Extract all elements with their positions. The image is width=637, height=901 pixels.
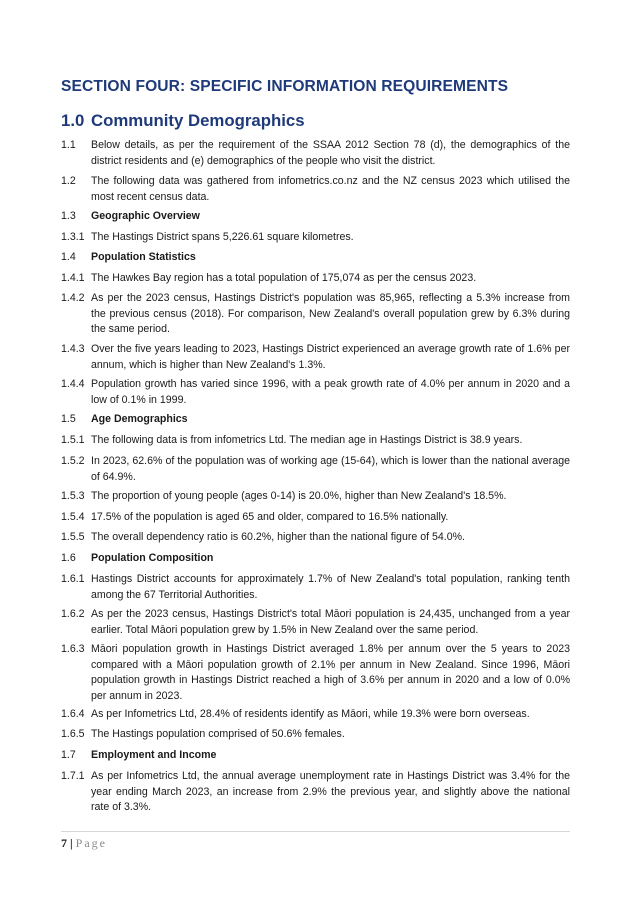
paragraph-number: 1.6.4	[61, 708, 85, 720]
paragraph-number: 1.4.3	[61, 343, 85, 355]
footer-divider	[61, 831, 570, 832]
paragraph	[61, 271, 570, 287]
paragraph	[61, 642, 570, 704]
paragraph-text: Below details, as per the requirement of the SSAA 2012 Section 78 (d), the demographics of the district residents and (e) demographics of the people who visit the district.	[91, 139, 570, 167]
subheading	[61, 250, 570, 266]
subheading-text: Population Statistics	[91, 251, 196, 263]
paragraph	[61, 138, 570, 169]
paragraph-number: 1.5.5	[61, 531, 85, 543]
paragraph	[61, 377, 570, 408]
paragraph-number: 1.4	[61, 251, 76, 263]
paragraph-text: In 2023, 62.6% of the population was of working age (15-64), which is lower than the national average of 64.9%.	[91, 455, 570, 483]
page-number: 7	[61, 836, 67, 850]
paragraph-number: 1.3	[61, 210, 76, 222]
heading-number: 1.0	[61, 111, 85, 130]
paragraph-number: 1.5.3	[61, 490, 85, 502]
paragraph	[61, 769, 570, 816]
subheading-text: Geographic Overview	[91, 210, 200, 222]
heading	[61, 111, 305, 131]
paragraph-text: Population growth has varied since 1996, with a peak growth rate of 4.0% per annum in 2020 and a low of 0.1% in 1999.	[91, 378, 570, 406]
paragraph-text: Hastings District accounts for approximately 1.7% of New Zealand's total population, ranking tenth among the 67 Territorial Authorities.	[91, 573, 570, 601]
paragraph-text: As per the 2023 census, Hastings District's population was 85,965, reflecting a 5.3% increase from the previous census (2018). For comparison, New Zealand's overall population grew by 6.3% during the same period.	[91, 292, 570, 335]
paragraph-number: 1.5.1	[61, 434, 85, 446]
paragraph-number: 1.6.2	[61, 608, 85, 620]
paragraph-number: 1.1	[61, 139, 76, 151]
paragraph-text: As per the 2023 census, Hastings District's total Māori population is 24,435, unchanged from a year earlier. Total Māori population grew by 1.5% in New Zealand over the same period.	[91, 608, 570, 636]
paragraph	[61, 572, 570, 603]
paragraph-number: 1.3.1	[61, 231, 85, 243]
paragraph-number: 1.6.1	[61, 573, 85, 585]
paragraph-number: 1.4.2	[61, 292, 85, 304]
paragraph-text: Over the five years leading to 2023, Hastings District experienced an average growth rate of 1.6% per annum, which is higher than New Zealand's 1.3%.	[91, 343, 570, 371]
subheading	[61, 551, 570, 567]
paragraph	[61, 727, 570, 743]
paragraph-number: 1.7	[61, 749, 76, 761]
page-footer	[61, 836, 107, 851]
paragraph-text: 17.5% of the population is aged 65 and older, compared to 16.5% nationally.	[91, 511, 449, 523]
paragraph	[61, 291, 570, 338]
paragraph	[61, 433, 570, 449]
paragraph-number: 1.6.3	[61, 643, 85, 655]
subheading	[61, 748, 570, 764]
subheading-text: Age Demographics	[91, 413, 188, 425]
page-label: Page	[75, 836, 107, 850]
footer-separator: |	[70, 836, 73, 850]
paragraph-number: 1.5.4	[61, 511, 85, 523]
paragraph-text: The overall dependency ratio is 60.2%, higher than the national figure of 54.0%.	[91, 531, 465, 543]
paragraph-text: The following data is from infometrics Ltd. The median age in Hastings District is 38.9 years.	[91, 434, 523, 446]
subheading	[61, 412, 570, 428]
section-title: SECTION FOUR: SPECIFIC INFORMATION REQUIREMENTS	[61, 78, 509, 95]
paragraph	[61, 174, 570, 205]
paragraph-number: 1.2	[61, 175, 76, 187]
paragraph-text: The Hawkes Bay region has a total population of 175,074 as per the census 2023.	[91, 272, 477, 284]
paragraph-text: The following data was gathered from infometrics.co.nz and the NZ census 2023 which utilised the most recent census data.	[91, 175, 570, 203]
paragraph-text: The Hastings population comprised of 50.6% females.	[91, 728, 345, 740]
paragraph-number: 1.4.1	[61, 272, 85, 284]
paragraph	[61, 707, 570, 723]
paragraph-text: The proportion of young people (ages 0-14) is 20.0%, higher than New Zealand's 18.5%.	[91, 490, 507, 502]
paragraph-number: 1.5.2	[61, 455, 85, 467]
paragraph-number: 1.6	[61, 552, 76, 564]
subheading	[61, 209, 570, 225]
paragraph	[61, 510, 570, 526]
heading-title: Community Demographics	[91, 111, 305, 130]
paragraph-number: 1.5	[61, 413, 76, 425]
paragraph	[61, 489, 570, 505]
subheading-text: Population Composition	[91, 552, 214, 564]
paragraph	[61, 530, 570, 546]
paragraph-text: The Hastings District spans 5,226.61 square kilometres.	[91, 231, 354, 243]
paragraph	[61, 230, 570, 246]
paragraph-text: Māori population growth in Hastings District averaged 1.8% per annum over the 5 years to 2023 compared with a Māori population growth of 2.1% per annum in New Zealand. Since 1996, Māori population growth in Hastings District reached a high of 3.6% per annum in 2020 and a low of 0.0% per annum in 2023.	[91, 643, 570, 702]
paragraph-number: 1.7.1	[61, 770, 85, 782]
paragraph	[61, 454, 570, 485]
paragraph	[61, 342, 570, 373]
paragraph	[61, 607, 570, 638]
paragraph-text: As per Infometrics Ltd, 28.4% of residents identify as Māori, while 19.3% were born overseas.	[91, 708, 530, 720]
paragraph-number: 1.6.5	[61, 728, 85, 740]
paragraph-text: As per Infometrics Ltd, the annual average unemployment rate in Hastings District was 3.4% for the year ending March 2023, an increase from 2.9% the previous year, and slightly above the national rate of 3.3%.	[91, 770, 570, 813]
paragraph-number: 1.4.4	[61, 378, 85, 390]
subheading-text: Employment and Income	[91, 749, 217, 761]
